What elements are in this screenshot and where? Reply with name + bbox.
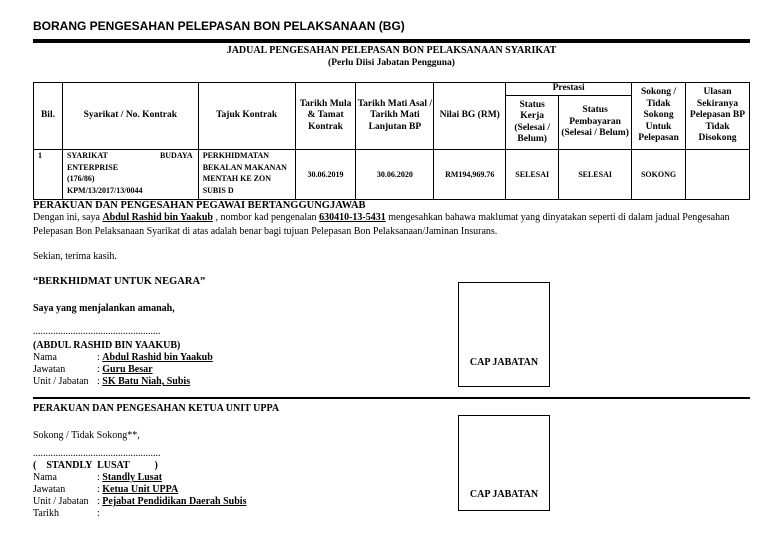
sokong-text: Sokong / Tidak Sokong**, [33,430,140,441]
table-subtitle: (Perlu Diisi Jabatan Pengguna) [328,58,455,68]
title-rule [33,39,750,43]
table-row [34,150,750,200]
header-status-kerja: Status Kerja (Selesai / Belum) [506,96,559,150]
cell-nilai: RM194,969.76 [434,150,506,200]
separator: : [97,376,100,387]
declaration-paragraph [33,211,751,239]
form-title: BORANG PENGESAHAN PELEPASAN BON PELAKSANAAN (BG) [33,19,405,33]
motto-text: “BERKHIDMAT UNTUK NEGARA” [33,276,206,287]
unit-label: Unit / Jabatan [33,376,89,387]
declaration-ic: 630410-13-5431 [319,212,386,223]
unit-value: SK Batu Niah, Subis [102,376,191,387]
tarikh-label: Tarikh [33,508,59,519]
separator: : [97,364,100,375]
cell-syarikat [62,150,198,200]
table-title: JADUAL PENGESAHAN PELEPASAN BON PELAKSANAAN SYARIKAT [226,45,557,56]
unit-label: Unit / Jabatan [33,496,89,507]
section1-title: PERAKUAN DAN PENGESAHAN PEGAWAI BERTANGGUNGJAWAB [33,200,366,211]
header-prestasi: Prestasi [506,83,632,96]
header-syarikat: Syarikat / No. Kontrak [62,83,198,150]
syarikat-line4: KPM/13/2017/13/0044 [66,185,143,195]
separator: : [97,352,100,363]
nama-label: Nama [33,472,57,483]
cell-ulasan [686,150,750,200]
jawatan-row-1 [33,364,153,376]
separator: : [97,472,100,483]
unit-value: Pejabat Pendidikan Daerah Subis [102,496,247,507]
declaration-text-start: Dengan ini, saya [33,212,103,223]
unit-row-1 [33,376,190,388]
syarikat-word1: SYARIKAT [66,151,108,160]
separator: : [97,508,100,519]
signature-line-1: ................................................... [33,326,161,337]
separator: : [97,484,100,495]
unit-row-2 [33,496,246,508]
header-tajuk: Tajuk Kontrak [198,83,295,150]
cell-status-bayaran: SELESAI [559,150,632,200]
release-table [33,82,750,200]
header-sokong: Sokong / Tidak Sokong Untuk Pelepasan [632,83,686,150]
cell-bil: 1 [34,150,63,200]
syarikat-line1 [67,150,197,162]
header-tarikh-mati: Tarikh Mati Asal / Tarikh Mati Lanjutan BP [356,83,434,150]
header-ulasan: Ulasan Sekiranya Pelepasan BP Tidak Disokong [686,83,750,150]
cell-tarikh-mati: 30.06.2020 [356,150,434,200]
stamp-label-1: CAP JABATAN [469,357,539,368]
syarikat-line2: ENTERPRISE [66,162,119,172]
stamp-box-1 [458,282,550,387]
header-tarikh-mula: Tarikh Mula & Tamat Kontrak [295,83,356,150]
stamp-label-2: CAP JABATAN [469,489,539,500]
nama-row-1 [33,352,213,364]
header-status-bayaran: Status Pembayaran (Selesai / Belum) [559,96,632,150]
syarikat-line3: (176/86) [66,174,95,183]
nama-row-2 [33,472,162,484]
signature-line-2: ................................................... [33,448,161,459]
declaration-text-mid: , nombor kad pengenalan [212,212,320,223]
nama-label: Nama [33,352,57,363]
jawatan-value: Guru Besar [102,364,153,375]
nama-value: Standly Lusat [102,472,163,483]
cell-sokong: SOKONG [632,150,686,200]
cell-status-kerja: SELESAI [506,150,559,200]
cell-tajuk: PERKHIDMATAN BEKALAN MAKANAN MENTAH KE ZON SUBIS D [198,150,295,200]
nama-value: Abdul Rashid bin Yaakub [102,352,213,363]
declaration-name: Abdul Rashid bin Yaakub [102,212,213,223]
syarikat-word2: BUDAYA [159,151,193,160]
thanks-text: Sekian, terima kasih. [33,251,117,262]
tarikh-row-2 [33,508,100,520]
section2-title: PERAKUAN DAN PENGESAHAN KETUA UNIT UPPA [33,403,280,414]
jawatan-row-2 [33,484,178,496]
signatory-name-2: ( STANDLY LUSAT ) [33,460,158,471]
cell-tarikh-mula: 30.06.2019 [295,150,356,200]
signatory-name-1: (ABDUL RASHID BIN YAAKUB) [33,340,181,351]
header-bil: Bil. [34,83,63,150]
separator: : [97,496,100,507]
jawatan-label: Jawatan [33,484,66,495]
jawatan-label: Jawatan [33,364,66,375]
jawatan-value: Ketua Unit UPPA [102,484,179,495]
declaration-text-end: mengesahkan bahawa maklumat yang dinyatakan seperti di dalam jadual Pengesahan Pelepasan Bon Pelaksanaan Syarikat di atas adalah benar bagi tujuan Pelepasan Bon Pelaksanaan/Jaminan Insurans. [33,212,730,237]
amanah-text: Saya yang menjalankan amanah, [33,303,175,314]
section-divider [33,397,750,399]
header-nilai: Nilai BG (RM) [434,83,506,150]
